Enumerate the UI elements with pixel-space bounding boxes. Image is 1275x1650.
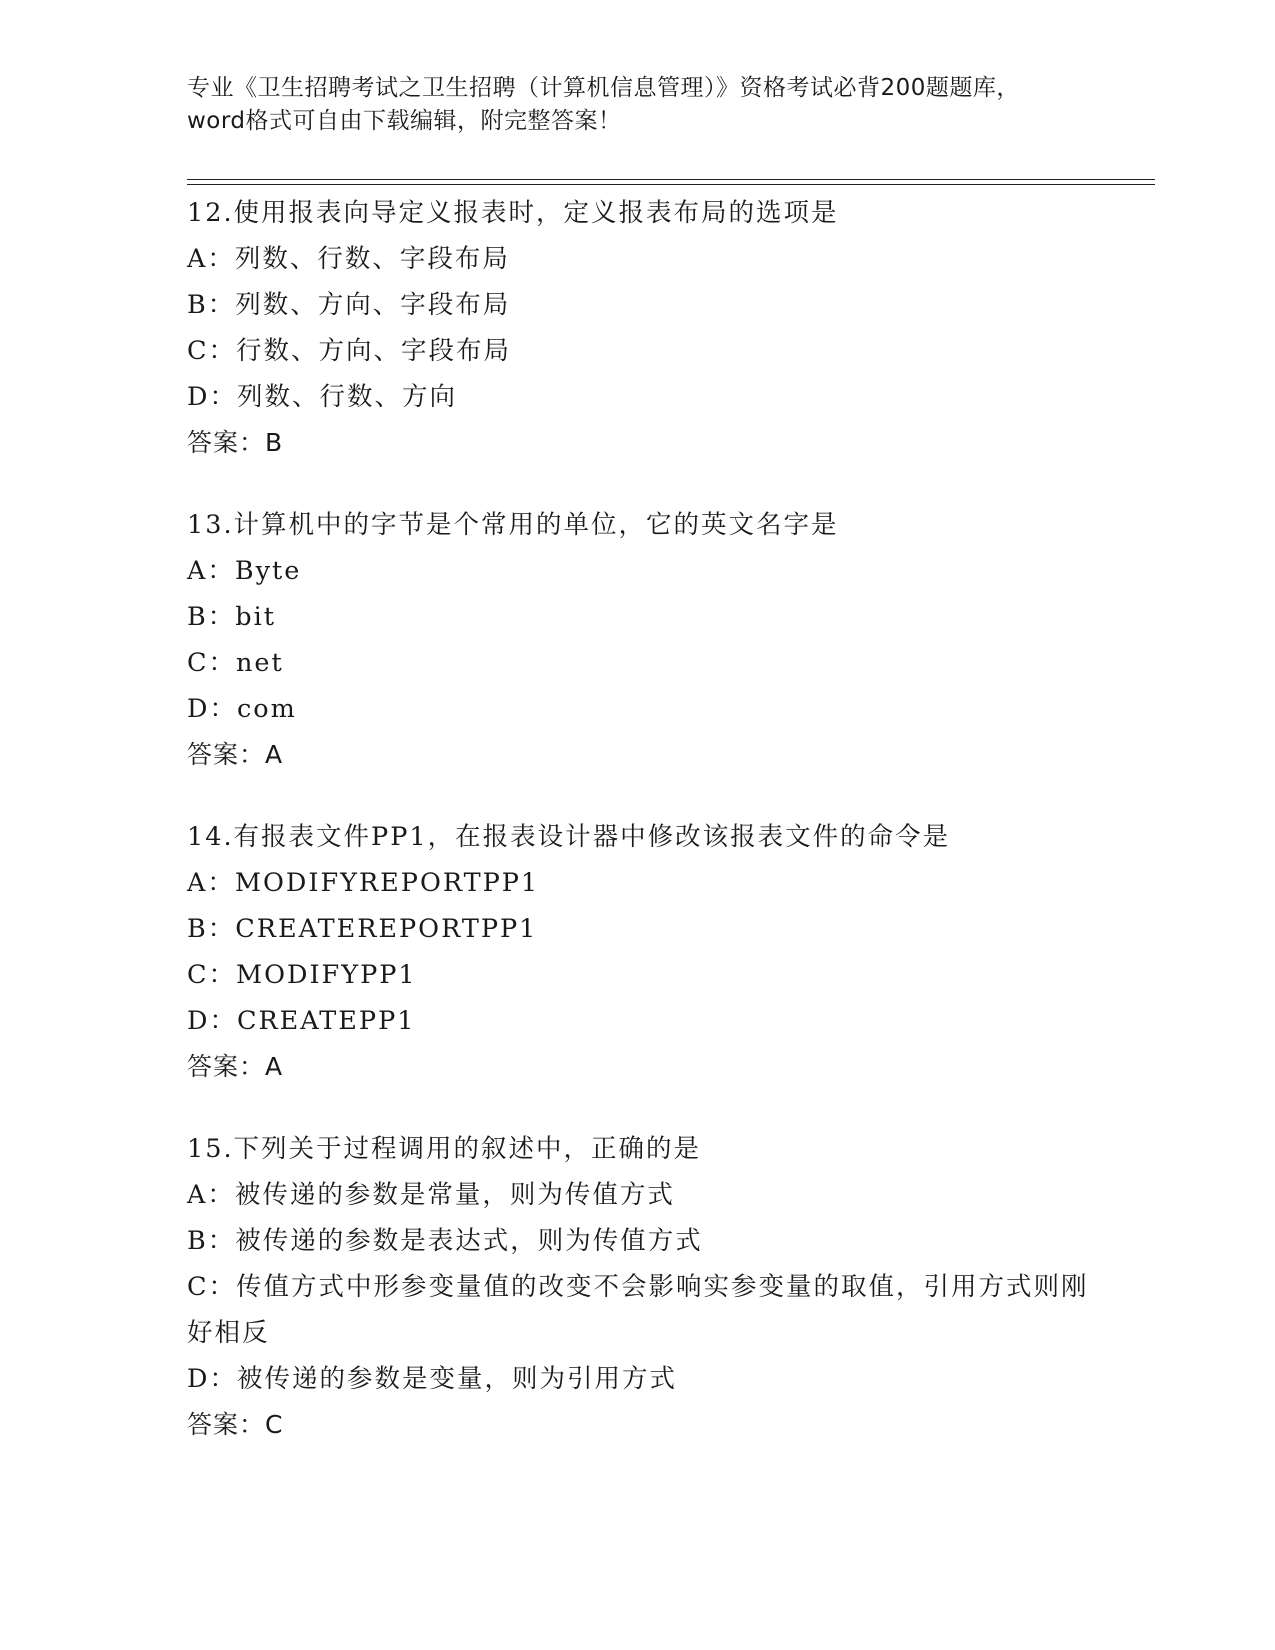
question-item [187,502,1107,778]
question-stem: 13.计算机中的字节是个常用的单位，它的英文名字是 [187,510,839,540]
answer-line [187,732,1107,778]
option-d: D：CREATEPP1 [187,1006,416,1036]
option-b: B：被传递的参数是表达式，则为传值方式 [187,1226,703,1256]
answer-value: C [265,1410,284,1439]
question-item [187,814,1107,1090]
question-stem: 12.使用报表向导定义报表时，定义报表布局的选项是 [187,198,839,228]
answer-label: 答案： [187,740,266,769]
option-a: A：被传递的参数是常量，则为传值方式 [187,1180,675,1210]
question-stem: 14.有报表文件PP1，在报表设计器中修改该报表文件的命令是 [187,822,951,852]
answer-label: 答案： [187,1410,266,1439]
question-item [187,190,1107,466]
document-header [187,72,1087,138]
question-list [187,190,1107,1484]
answer-value: B [265,428,284,457]
question-stem: 15.下列关于过程调用的叙述中，正确的是 [187,1134,702,1164]
answer-label: 答案： [187,428,266,457]
option-d: D：列数、行数、方向 [187,382,457,412]
option-b: B：列数、方向、字段布局 [187,290,511,320]
answer-label: 答案： [187,1052,266,1081]
answer-value: A [265,1052,284,1081]
option-c: C：MODIFYPP1 [187,960,417,990]
question-item [187,1126,1107,1448]
option-a: A：Byte [187,556,302,586]
answer-line [187,1044,1107,1090]
option-b: B：CREATEREPORTPP1 [187,914,538,944]
option-d: D：被传递的参数是变量，则为引用方式 [187,1364,677,1394]
answer-value: A [265,740,284,769]
answer-line [187,420,1107,466]
header-divider-bottom [187,184,1155,185]
answer-line [187,1402,1107,1448]
option-c: C：行数、方向、字段布局 [187,336,512,366]
header-line-2: word格式可自由下载编辑，附完整答案！ [187,108,622,134]
option-a: A：MODIFYREPORTPP1 [187,868,540,898]
option-c: C：net [187,648,284,678]
header-divider-top [187,179,1155,180]
header-line-1: 专业《卫生招聘考试之卫生招聘（计算机信息管理）》资格考试必背200题题库， [187,75,1020,101]
option-b: B：bit [187,602,276,632]
option-c: C：传值方式中形参变量值的改变不会影响实参变量的取值，引用方式则刚好相反 [187,1272,1089,1348]
option-d: D：com [187,694,297,724]
option-a: A：列数、行数、字段布局 [187,244,510,274]
